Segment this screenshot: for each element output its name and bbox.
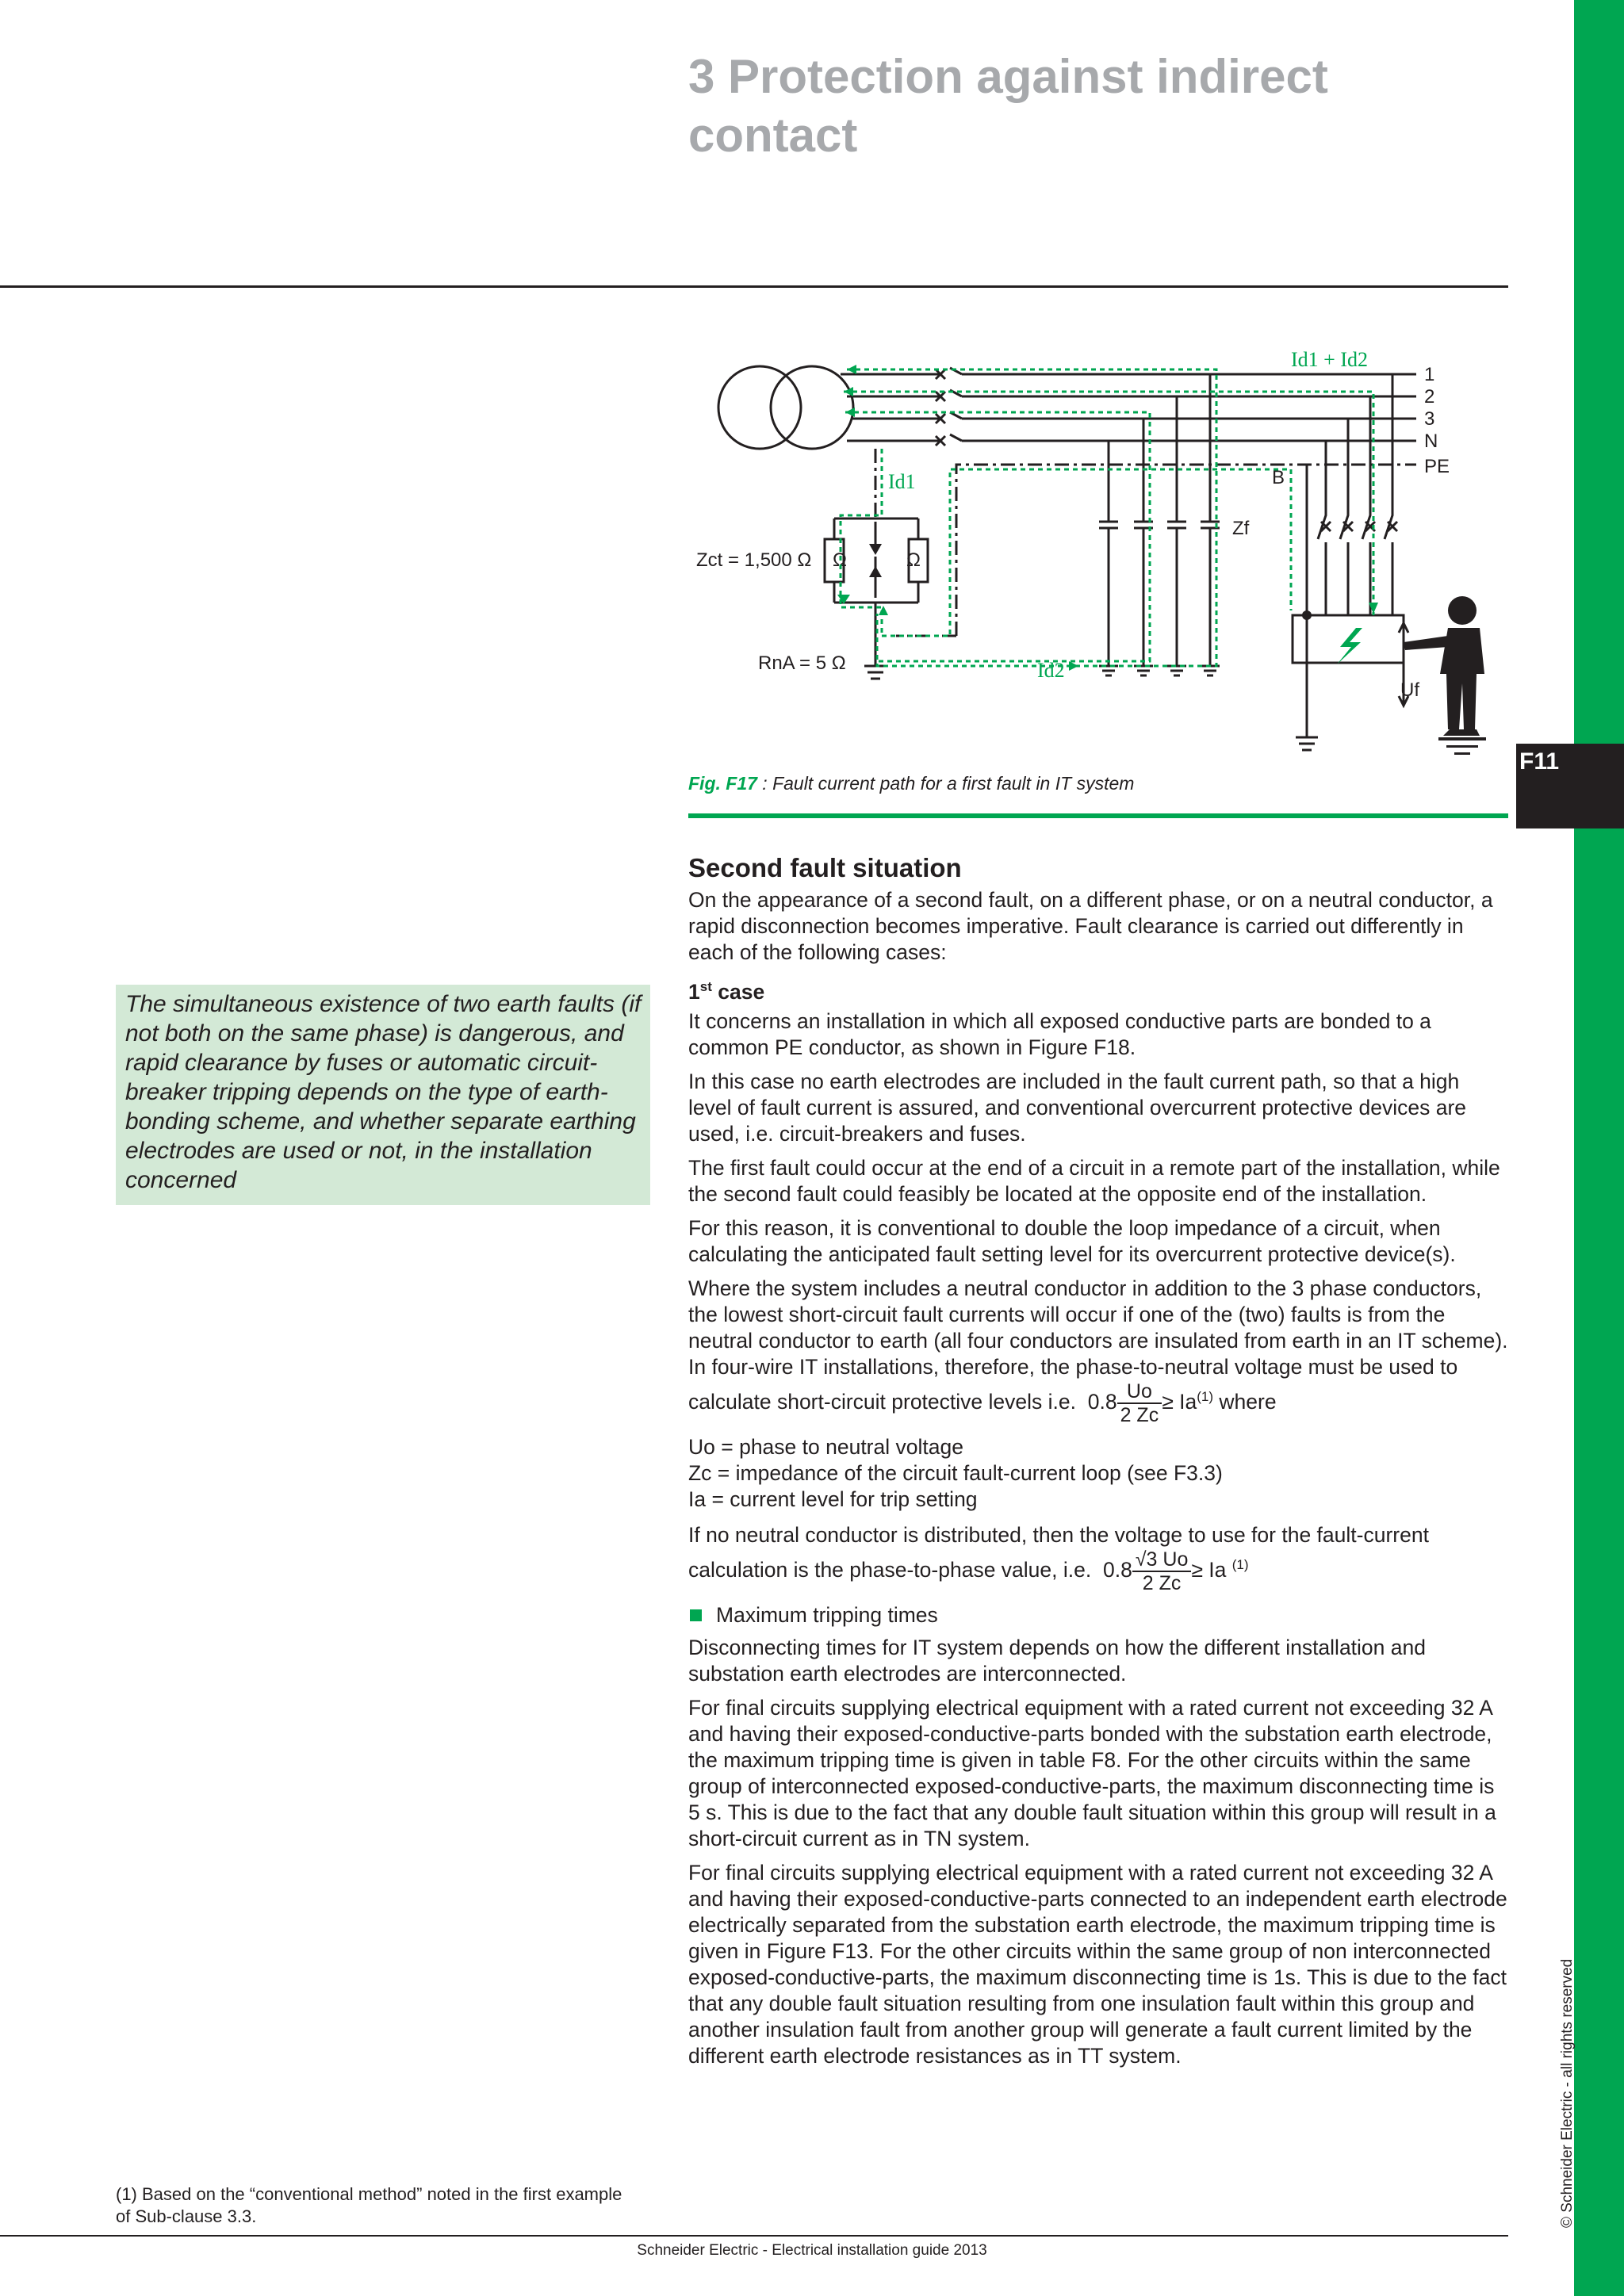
point-b-label: B bbox=[1272, 467, 1285, 488]
formula-numerator: Uo bbox=[1117, 1380, 1162, 1404]
current-labels bbox=[888, 348, 1368, 682]
load-breakers bbox=[1293, 374, 1408, 750]
bullet-square-icon bbox=[690, 1609, 702, 1621]
paragraph: For final circuits supplying electrical equipment with a rated current not exceeding 32 A and having their exposed-conductive-parts connected to an independent earth electrode electrically separated from the substation earth electrode, the maximum tripping time is given in Figure F13. For the other circuits within the same group of non interconnected exposed-conductive-parts, the maximum disconnecting time is 1s. This is due to the fact that any double fault situation resulting from one insulation fault within this group and another insulation fault from another group will generate a fault current limited by the different earth electrode resistances as in TT system. bbox=[688, 1860, 1507, 2068]
paragraph: The first fault could occur at the end of a circuit in a remote part of the installation, while the second fault could feasibly be located at the opposite end of the installation. bbox=[688, 1155, 1500, 1206]
formula-fraction bbox=[1132, 1548, 1192, 1594]
id1-label: Id1 bbox=[888, 470, 916, 493]
formula-denominator: 2 Zc bbox=[1142, 1571, 1182, 1594]
figure-caption bbox=[688, 773, 1508, 794]
ohm-symbol: Ω bbox=[833, 549, 847, 571]
case-heading bbox=[688, 974, 1508, 1005]
conductor-label: PE bbox=[1424, 456, 1450, 477]
conductor-labels bbox=[1424, 364, 1450, 477]
pe-conductor bbox=[875, 449, 1416, 663]
footer-divider bbox=[0, 2235, 1508, 2237]
main-text bbox=[688, 852, 1508, 2077]
junction bbox=[1302, 610, 1312, 620]
conductor-label: 3 bbox=[1424, 408, 1435, 430]
formula-after: where bbox=[1219, 1389, 1277, 1414]
paragraph: It concerns an installation in which all exposed conductive parts are bonded to a common PE conductor, as shown in Figure F18. bbox=[688, 1008, 1431, 1059]
id1-id2-label: Id1 + Id2 bbox=[1291, 348, 1368, 371]
figure-number: Fig. F17 bbox=[688, 773, 757, 794]
definition-list bbox=[688, 1434, 1508, 1513]
figure-caption-text: : Fault current path for a first fault in IT system bbox=[756, 773, 1135, 794]
figure-divider bbox=[688, 813, 1508, 818]
header-divider bbox=[0, 285, 1508, 288]
case-number: 1 bbox=[688, 979, 700, 1004]
footnote: (1) Based on the “conventional method” noted in the first example of Sub-clause 3.3. bbox=[116, 2184, 622, 2226]
formula-phase-neutral bbox=[1082, 1380, 1277, 1426]
id2-label: Id2 bbox=[1037, 659, 1065, 682]
bullet-text: Maximum tripping times bbox=[716, 1602, 938, 1627]
paragraph: For this reason, it is conventional to double the loop impedance of a circuit, when calculating the anticipated fault setting level for its overcurrent protective device(s). bbox=[688, 1215, 1456, 1266]
paragraph-with-formula bbox=[688, 1276, 1508, 1426]
paragraph: Disconnecting times for IT system depends on how the different installation and substation earth electrodes are interconnected. bbox=[688, 1635, 1426, 1686]
paragraph: For final circuits supplying electrical equipment with a rated current not exceeding 32 A and having their exposed-conductive-parts bonded with the substation earth electrode, the maximum tripping time is given in table F8. For the other circuits within the same group of interconnected exposed-conductive-parts, the maximum disconnecting time is 5 s. This is due to the fact that any double fault situation within this group will result in a short-circuit current as in TN system. bbox=[688, 1695, 1496, 1850]
paragraph-text: Where the system includes a neutral conductor in addition to the 3 phase conductors, the lowest short-circuit fault currents will occur if one of the (two) faults is from the neutral conductor to earth (all four conductors are insulated from earth in an IT scheme). In four-wire IT installations, therefore, the phase-to-neutral voltage must be used to calculate short-circuit protective levels i.e. bbox=[688, 1276, 1508, 1414]
breaker-marks bbox=[936, 369, 945, 446]
conductors bbox=[841, 368, 1416, 441]
formula-coef: 0.8 bbox=[1102, 1557, 1132, 1582]
formula-fraction bbox=[1117, 1380, 1162, 1426]
zct-label: Zct = 1,500 Ω bbox=[696, 549, 812, 571]
formula-denominator: 2 Zc bbox=[1120, 1403, 1159, 1426]
formula-coef: 0.8 bbox=[1087, 1389, 1117, 1414]
intro-paragraph: On the appearance of a second fault, on a different phase, or on a neutral conductor, a rapid disconnection becomes imperative. Fault clearance is carried out differently in each of the following cases: bbox=[688, 888, 1493, 964]
side-color-band bbox=[1574, 0, 1624, 2296]
rna-label: RnA = 5 Ω bbox=[758, 652, 846, 674]
copyright-notice: © Schneider Electric - all rights reserved bbox=[1559, 1958, 1576, 2228]
bullet-item bbox=[688, 1602, 1508, 1628]
fault-lightning-icon bbox=[1337, 628, 1362, 664]
conductor-label: 2 bbox=[1424, 386, 1435, 408]
zf-label: Zf bbox=[1232, 518, 1250, 539]
section-heading: Second fault situation bbox=[688, 853, 962, 882]
uf-label: Uf bbox=[1400, 679, 1419, 701]
formula-relation: ≥ Ia bbox=[1191, 1557, 1227, 1582]
definition-item: Zc = impedance of the circuit fault-current loop (see F3.3) bbox=[688, 1460, 1223, 1485]
formula-numerator: √3 Uo bbox=[1132, 1548, 1192, 1572]
paragraph-with-formula bbox=[688, 1522, 1508, 1594]
case-ordinal: st bbox=[699, 979, 712, 994]
paragraph-text: If no neutral conductor is distributed, then the voltage to use for the fault-current calculation is the phase-to-phase value, i.e. bbox=[688, 1522, 1429, 1582]
paragraph: In this case no earth electrodes are included in the fault current path, so that a high level of fault current is assured, and conventional overcurrent protective devices are used, i.e. circuit-breakers and fuses. bbox=[688, 1069, 1467, 1146]
formula-relation: ≥ Ia bbox=[1162, 1389, 1197, 1414]
footnote-ref: (1) bbox=[1231, 1557, 1249, 1572]
definition-item: Ia = current level for trip setting bbox=[688, 1487, 978, 1511]
case-word: case bbox=[711, 979, 765, 1004]
conductor-label: N bbox=[1424, 430, 1438, 452]
formula-phase-phase bbox=[1097, 1548, 1249, 1594]
chapter-title: 3 Protection against indirect contact bbox=[688, 50, 1328, 162]
footnote-ref: (1) bbox=[1197, 1389, 1213, 1404]
it-system-fault-diagram bbox=[688, 341, 1508, 761]
conductor-label: 1 bbox=[1424, 364, 1435, 385]
summary-sidebar: The simultaneous existence of two earth faults (if not both on the same phase) is dangerous, and rapid clearance by fuses or automatic circuit-breaker tripping depends on the type of earth-bonding scheme, and whether separate earthing electrodes are used or not, in the installation concerned bbox=[116, 985, 650, 1205]
person-icon bbox=[1404, 596, 1486, 755]
page-number-tab: F11 bbox=[1516, 744, 1624, 828]
footer-text: Schneider Electric - Electrical installation guide 2013 bbox=[637, 2242, 987, 2259]
ohm-symbol: Ω bbox=[906, 549, 921, 571]
transformer bbox=[718, 366, 853, 449]
definition-item: Uo = phase to neutral voltage bbox=[688, 1434, 963, 1459]
